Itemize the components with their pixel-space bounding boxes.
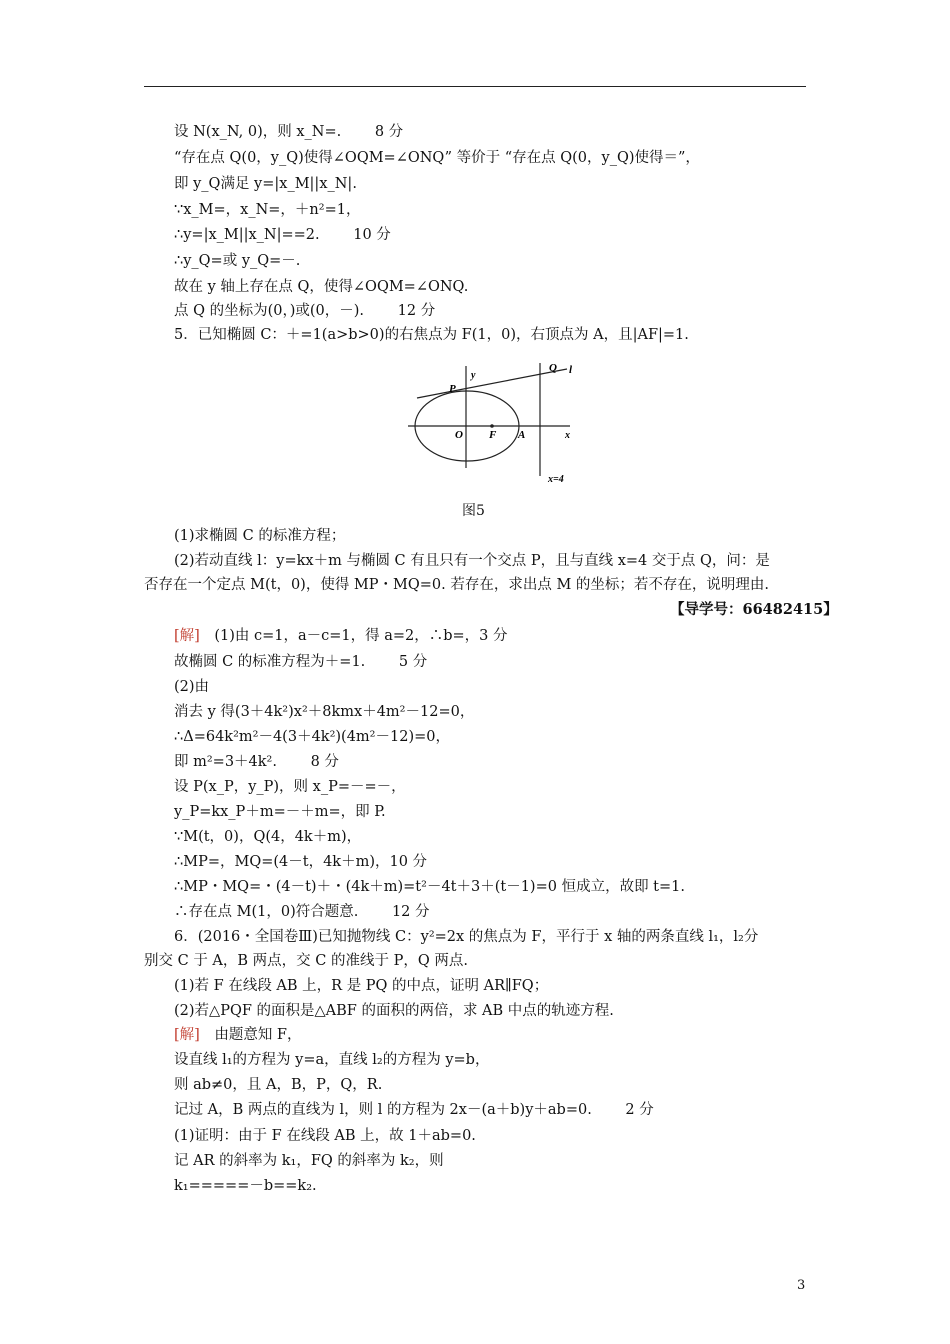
text-line: 点 Q 的坐标为(0，)或(0，－). 12 分 xyxy=(174,303,436,319)
text-line: 即 m²=3＋4k². 8 分 xyxy=(174,754,339,770)
text-line: (1)求椭圆 C 的标准方程； xyxy=(174,528,346,544)
text-line: 设 N(x_N, 0)，则 x_N=. 8 分 xyxy=(174,124,404,140)
figure-caption: 图5 xyxy=(462,503,485,519)
label-x: x xyxy=(565,430,570,441)
text-line: 故在 y 轴上存在点 Q，使得∠OQM=∠ONQ. xyxy=(174,279,469,295)
focus-point xyxy=(490,424,494,428)
label-l: l xyxy=(569,364,573,376)
text-line: “存在点 Q(0，y_Q)使得∠OQM=∠ONQ” 等价于 “存在点 Q(0，y_Q)使得＝”， xyxy=(174,150,700,166)
ellipse-figure xyxy=(405,358,590,488)
jie-label: [解] xyxy=(174,1027,200,1043)
text-line: ∴存在点 M(1，0)符合题意. 12 分 xyxy=(174,904,430,920)
text-line: ∴Δ=64k²m²－4(3＋4k²)(4m²－12)=0， xyxy=(174,729,450,745)
text-line: 即 y_Q满足 y=|x_M||x_N|. xyxy=(174,176,357,192)
text-line: 消去 y 得(3＋4k²)x²＋8kmx＋4m²－12=0， xyxy=(174,704,475,720)
text-line: ∴y_Q=或 y_Q=－. xyxy=(174,253,301,269)
text-line: 设直线 l₁的方程为 y=a，直线 l₂的方程为 y=b， xyxy=(174,1052,490,1068)
text-line: 记过 A，B 两点的直线为 l，则 l 的方程为 2x－(a＋b)y＋ab=0. 2 分 xyxy=(174,1102,654,1118)
solution-5-first xyxy=(174,626,508,646)
text-line: 否存在一个定点 M(t，0)，使得 MP・MQ=0. 若存在，求出点 M 的坐标；若不存在，说明理由. xyxy=(144,577,770,593)
text-line: (2)若△PQF 的面积是△ABF 的面积的两倍，求 AB 中点的轨迹方程. xyxy=(174,1003,614,1019)
label-q: Q xyxy=(549,362,557,374)
problem-5-statement: 5．已知椭圆 C：＋=1(a>b>0)的右焦点为 F(1，0)，右顶点为 A，且|AF|=1. xyxy=(174,327,689,343)
guide-number: 【导学号：66482415】 xyxy=(670,601,838,618)
ellipse-diagram xyxy=(405,358,590,488)
label-x-equals-4: x=4 xyxy=(548,474,564,485)
text-line: 由题意知 F， xyxy=(199,1027,302,1043)
text-line: 别交 C 于 A，B 两点，交 C 的准线于 P，Q 两点. xyxy=(144,953,468,969)
tangent-line-l xyxy=(417,369,567,398)
header-rule xyxy=(144,86,806,87)
text-line: y_P=kx_P＋m=－＋m=，即 P. xyxy=(174,804,386,820)
text-line: ∵x_M=，x_N=，＋n²=1， xyxy=(174,202,361,218)
text-line: 设 P(x_P，y_P)，则 x_P=－=－， xyxy=(174,779,406,795)
text-line: (1)若 F 在线段 AB 上，R 是 PQ 的中点，证明 AR∥FQ； xyxy=(174,978,549,994)
text-line: ∴MP・MQ=・(4－t)＋・(4k＋m)=t²－4t＋3＋(t－1)=0 恒成立，故即 t=1. xyxy=(174,879,685,895)
solution-6-first xyxy=(174,1025,302,1045)
text-line: (1)由 c=1，a－c=1，得 a=2，∴b=，3 分 xyxy=(199,628,508,644)
text-line: (2)由 xyxy=(174,679,210,695)
text-line: k₁=====－b==k₂. xyxy=(174,1178,317,1194)
label-p: P xyxy=(449,383,456,395)
jie-label: [解] xyxy=(174,628,200,644)
text-line: 记 AR 的斜率为 k₁，FQ 的斜率为 k₂，则 xyxy=(174,1153,444,1169)
text-line: 则 ab≠0，且 A，B，P，Q，R. xyxy=(174,1077,383,1093)
problem-6-statement: 6．(2016・全国卷Ⅲ)已知抛物线 C：y²=2x 的焦点为 F，平行于 x 轴的两条直线 l₁，l₂分 xyxy=(174,929,759,945)
text-line: (1)证明：由于 F 在线段 AB 上，故 1＋ab=0. xyxy=(174,1128,476,1144)
label-y: y xyxy=(471,370,476,381)
text-line: ∴y=|x_M||x_N|==2. 10 分 xyxy=(174,227,391,243)
page-number: 3 xyxy=(797,1278,806,1293)
text-line: 故椭圆 C 的标准方程为＋=1. 5 分 xyxy=(174,654,428,670)
text-line: ∵M(t，0)，Q(4，4k＋m)， xyxy=(174,829,362,845)
label-f: F xyxy=(489,429,497,441)
text-line: (2)若动直线 l：y=kx＋m 与椭圆 C 有且只有一个交点 P，且与直线 x=4 交于点 Q，问：是 xyxy=(174,553,770,569)
text-line: ∴MP=，MQ=(4－t，4k＋m)，10 分 xyxy=(174,854,428,870)
label-a: A xyxy=(518,429,526,441)
label-o: O xyxy=(455,429,463,441)
